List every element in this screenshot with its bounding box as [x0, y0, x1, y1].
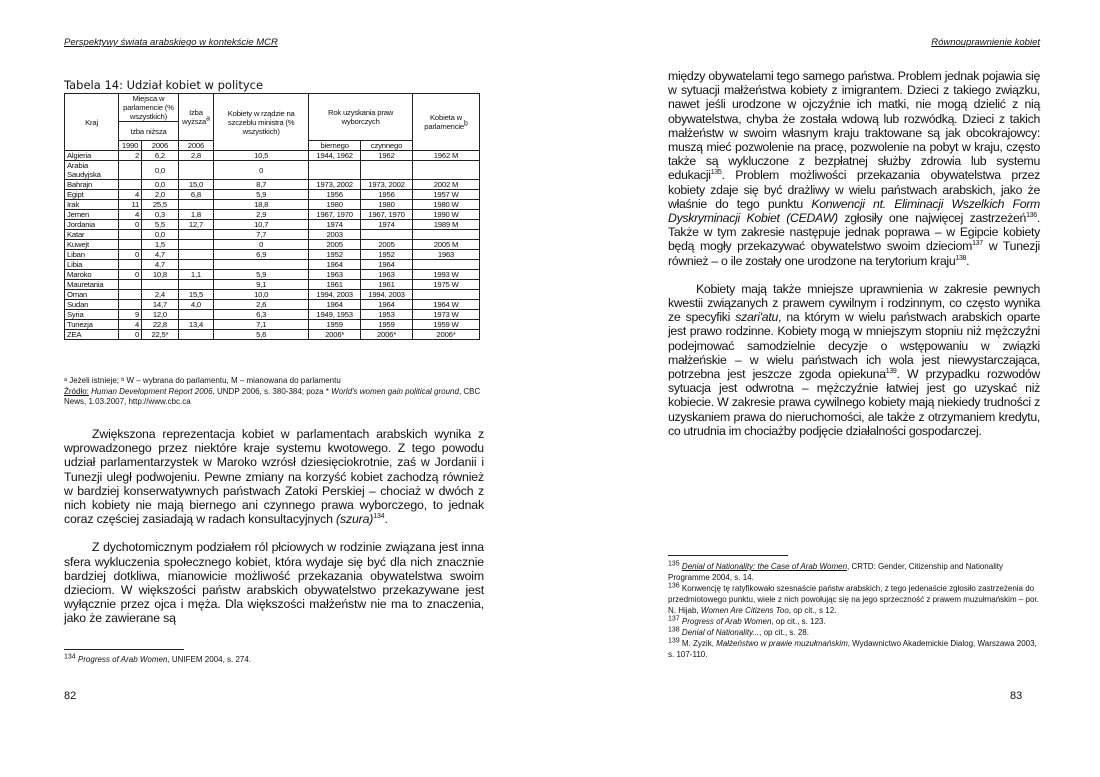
value-cell: 1964: [361, 300, 413, 310]
value-cell: 1967, 1970: [361, 210, 413, 220]
value-cell: 1963: [412, 250, 479, 260]
value-cell: [178, 280, 213, 290]
header-lower-house: Izba niższa: [119, 122, 179, 141]
value-cell: 0,3: [142, 210, 179, 220]
table-row: [65, 250, 480, 260]
header-ministers: Kobiety w rządzie na szczeblu ministra (% wszystkich): [214, 94, 309, 151]
country-cell: Algieria: [65, 151, 119, 161]
value-cell: [119, 180, 142, 190]
value-cell: 1980: [361, 200, 413, 210]
country-cell: Syria: [65, 310, 119, 320]
value-cell: 5,6: [214, 330, 309, 340]
header-2006-lower: 2006: [142, 141, 179, 151]
value-cell: 1980 W: [412, 200, 479, 210]
value-cell: 5,9: [214, 270, 309, 280]
footnote-138: $^{138}$ Denial of Nationality..., op cit., s. 28.: [668, 626, 809, 637]
value-cell: [412, 161, 479, 180]
value-cell: 4,7: [142, 250, 179, 260]
value-cell: 5,5: [142, 220, 179, 230]
value-cell: 4,0: [178, 300, 213, 310]
header-1990: 1990: [119, 141, 142, 151]
value-cell: [214, 260, 309, 270]
value-cell: 1973 W: [412, 310, 479, 320]
header-seats: Miejsca w parlamencie (% wszystkich): [119, 94, 179, 122]
header-women-parliament: Kobieta w parlamencie$^b$: [412, 94, 479, 151]
value-cell: 10,5: [214, 151, 309, 161]
table-row: [65, 180, 480, 190]
country-cell: Jordania: [65, 220, 119, 230]
table-header-row-1: [65, 94, 480, 122]
table-row: [65, 220, 480, 230]
table-row: [65, 230, 480, 240]
value-cell: 2003: [309, 230, 361, 240]
paragraph-quota: Zwiększona reprezentacja kobiet w parlamentach arabskich wynika z wprowadzonego przez niektóre kraje systemu kwotowego. Z tego powodu udział parlamentarzystek w Maroko wzrósł dziesięciokrotnie, zaś w Jordanii i Tunezji uległ podwojeniu. Pewne zmiany na korzyść kobiet zachodzą również w bardziej konserwatywnych państwach Zatoki Perskiej – chociaż w dwóch z nich kobiety nie mają biernego ani czynnego prawa wyborczego, to jednak coraz częściej zasiadają w radach konsultacyjnych (szura)$^{134}$.: [64, 427, 484, 527]
value-cell: [119, 240, 142, 250]
page-number-right: 83: [1010, 690, 1023, 702]
value-cell: 1962: [361, 151, 413, 161]
value-cell: 1980: [309, 200, 361, 210]
country-cell: Mauretania: [65, 280, 119, 290]
value-cell: 4,7: [142, 260, 179, 270]
footnote-rule-right: [668, 555, 788, 556]
value-cell: 0: [119, 250, 142, 260]
table-caption: Tabela 14: Udział kobiet w polityce: [64, 78, 264, 92]
value-cell: 6,9: [214, 250, 309, 260]
value-cell: 2002 M: [412, 180, 479, 190]
value-cell: 4: [119, 210, 142, 220]
table-row: [65, 320, 480, 330]
value-cell: [178, 330, 213, 340]
value-cell: 1964 W: [412, 300, 479, 310]
footnote-136: $^{136}$ Konwencję tę ratyfikowało szesnaście państw arabskich, z tego jedenaście zgłosiło zastrzeżenia do przedmiotowego punktu, wiele z nich powołując się na jego sprzeczność z prawem muzułmańskim – por. N. Hijab, Women Are Citizens Too, op cit., s 12.: [668, 582, 1039, 615]
value-cell: 8,7: [214, 180, 309, 190]
value-cell: [119, 161, 142, 180]
value-cell: 1961: [309, 280, 361, 290]
value-cell: 0,0: [142, 230, 179, 240]
value-cell: 2005 M: [412, 240, 479, 250]
value-cell: [178, 240, 213, 250]
right-page: [550, 0, 1100, 777]
value-cell: 1964: [309, 260, 361, 270]
country-cell: Irak: [65, 200, 119, 210]
value-cell: 25,5: [142, 200, 179, 210]
table-row: [65, 300, 480, 310]
value-cell: [119, 280, 142, 290]
table-row: [65, 310, 480, 320]
table-row: [65, 210, 480, 220]
value-cell: 12,7: [178, 220, 213, 230]
table-row: [65, 260, 480, 270]
country-cell: Tunezja: [65, 320, 119, 330]
value-cell: 6,2: [142, 151, 179, 161]
value-cell: 1957 W: [412, 190, 479, 200]
value-cell: 10,7: [214, 220, 309, 230]
value-cell: 1974: [361, 220, 413, 230]
value-cell: 2,6: [214, 300, 309, 310]
value-cell: [361, 230, 413, 240]
value-cell: 1974: [309, 220, 361, 230]
value-cell: 2006*: [309, 330, 361, 340]
value-cell: [412, 260, 479, 270]
value-cell: 1994, 2003: [309, 290, 361, 300]
value-cell: [119, 300, 142, 310]
value-cell: 2: [119, 151, 142, 161]
value-cell: [178, 200, 213, 210]
footnote-134: $^{134}$ Progress of Arab Women, UNIFEM 2004, s. 274.: [64, 653, 252, 664]
value-cell: 1964: [361, 260, 413, 270]
value-cell: 2,8: [178, 151, 213, 161]
footnote-135: $^{135}$ Denial of Nationality: the Case of Arab Women, CRTD: Gender, Citizenship and Nationality Programme 2004, s. 14.: [668, 560, 1003, 582]
value-cell: [119, 290, 142, 300]
value-cell: 1962 M: [412, 151, 479, 161]
table-source: Źródło: Human Development Report 2006, UNDP 2006, s. 380-384; poza * World's women gain political ground, CBC News, 1.03.2007, http://www.cbc.ca: [64, 386, 481, 406]
running-header-right: Równouprawnienie kobiet: [931, 37, 1040, 48]
value-cell: 1,5: [142, 240, 179, 250]
country-cell: Maroko: [65, 270, 119, 280]
country-cell: Egipt: [65, 190, 119, 200]
country-cell: Liban: [65, 250, 119, 260]
value-cell: 0,0: [142, 180, 179, 190]
value-cell: 7,7: [214, 230, 309, 240]
value-cell: 1994, 2003: [361, 290, 413, 300]
value-cell: 2006*: [412, 330, 479, 340]
table-row: [65, 330, 480, 340]
table-row: [65, 161, 480, 180]
country-cell: Sudan: [65, 300, 119, 310]
header-active: czynnego: [361, 141, 413, 151]
value-cell: 2006*: [361, 330, 413, 340]
paragraph-civil-law: Kobiety mają także mniejsze uprawnienia w zakresie pewnych kwestii związanych z prawem cywilnym i rodzinnym, co często wynika ze specyfiki szari'atu, na którym w wielu państwach arabskich oparte jest prawo rodzinne. Kobiety mogą w mniejszym stopniu niż mężczyźni podejmować samodzielnie decyzje o wstępowaniu w związki małżeńskie – w wielu państwach ich wola jest niewystarczająca, potrzebna jest jeszcze zgoda opiekuna$^{139}$. W przypadku rozwodów sytuacja jest odwrotna – mężczyźnie łatwiej jest go uzyskać niż kobiecie. W zakresie prawa cywilnego kobiety mają niekiedy trudności z uzyskaniem prawa do nieruchomości, ale także z otrzymaniem kredytu, co utrudnia im chociażby podjęcie działalności gospodarczej.: [668, 281, 1040, 438]
value-cell: 22,5*: [142, 330, 179, 340]
value-cell: 2,0: [142, 190, 179, 200]
value-cell: [309, 161, 361, 180]
value-cell: 5,9: [214, 190, 309, 200]
right-body-text: [668, 69, 1040, 438]
value-cell: 1989 M: [412, 220, 479, 230]
value-cell: 0: [214, 240, 309, 250]
value-cell: 1993 W: [412, 270, 479, 280]
table-row: [65, 290, 480, 300]
footnote-rule-left: [64, 649, 184, 650]
page-number-left: 82: [64, 690, 77, 702]
header-country: Kraj: [65, 94, 119, 151]
value-cell: 1973, 2002: [361, 180, 413, 190]
value-cell: [178, 161, 213, 180]
value-cell: [178, 260, 213, 270]
value-cell: 1,1: [178, 270, 213, 280]
value-cell: [142, 280, 179, 290]
value-cell: 12,0: [142, 310, 179, 320]
table-row: [65, 190, 480, 200]
value-cell: 1953: [361, 310, 413, 320]
footnote-139: $^{139}$ M. Zyzik, Małżeństwo w prawie muzułmańskim, Wydawnictwo Akademickie Dialog, Warszawa 2003, s. 107-110.: [668, 637, 1037, 659]
header-2006-upper: 2006: [178, 141, 213, 151]
table-row: [65, 270, 480, 280]
value-cell: 1959: [309, 320, 361, 330]
value-cell: 0,0: [142, 161, 179, 180]
value-cell: 6,8: [178, 190, 213, 200]
table-row: [65, 280, 480, 290]
country-cell: Arabia Saudyjska: [65, 161, 119, 180]
value-cell: 22,8: [142, 320, 179, 330]
value-cell: 1959 W: [412, 320, 479, 330]
value-cell: [412, 230, 479, 240]
value-cell: 1967, 1970: [309, 210, 361, 220]
value-cell: 1956: [309, 190, 361, 200]
country-cell: Libia: [65, 260, 119, 270]
women-politics-table: [64, 93, 480, 340]
value-cell: 1956: [361, 190, 413, 200]
table-row: [65, 151, 480, 161]
value-cell: 4: [119, 320, 142, 330]
value-cell: 1952: [309, 250, 361, 260]
value-cell: 2005: [309, 240, 361, 250]
value-cell: 2005: [361, 240, 413, 250]
footnotes-left: [64, 654, 484, 665]
value-cell: 1990 W: [412, 210, 479, 220]
value-cell: 0: [119, 270, 142, 280]
value-cell: 9: [119, 310, 142, 320]
footnote-137: $^{137}$ Progress of Arab Women, op cit., s. 123.: [668, 615, 826, 626]
value-cell: [178, 250, 213, 260]
header-upper-house: Izba wyższa$^a$: [178, 94, 213, 141]
value-cell: 9,1: [214, 280, 309, 290]
left-body-text: [64, 427, 484, 626]
value-cell: 18,8: [214, 200, 309, 210]
country-cell: Jemen: [65, 210, 119, 220]
paragraph-citizenship: Z dychotomicznym podziałem ról płciowych w rodzinie związana jest inna sfera wykluczenia społecznego kobiet, która wydaje się być dla nich znacznie bardziej dotkliwa, mianowicie możliwość przekazania obywatelstwa swoim dzieciom. W większości państw arabskich obywatelstwo przekazywane jest wyłącznie przez ojca i męża. Dla większości małżeństw nie ma to znaczenia, jako że zawierane są: [64, 540, 484, 626]
value-cell: 1963: [309, 270, 361, 280]
value-cell: [412, 290, 479, 300]
footnotes-right: [668, 561, 1040, 660]
value-cell: 1963: [361, 270, 413, 280]
country-cell: Kuwejt: [65, 240, 119, 250]
value-cell: 1959: [361, 320, 413, 330]
value-cell: 1952: [361, 250, 413, 260]
value-cell: 1944, 1962: [309, 151, 361, 161]
header-vote-year: Rok uzyskania praw wyborczych: [309, 94, 413, 141]
value-cell: 13,4: [178, 320, 213, 330]
value-cell: 4: [119, 190, 142, 200]
value-cell: 15,0: [178, 180, 213, 190]
value-cell: 6,3: [214, 310, 309, 320]
value-cell: 1961: [361, 280, 413, 290]
country-cell: Bahrajn: [65, 180, 119, 190]
running-header-left: Perspektywy świata arabskiego w kontekście MCR: [64, 37, 278, 48]
country-cell: Katar: [65, 230, 119, 240]
value-cell: 0: [119, 330, 142, 340]
table-row: [65, 240, 480, 250]
country-cell: Oman: [65, 290, 119, 300]
value-cell: 1949, 1953: [309, 310, 361, 320]
value-cell: 14,7: [142, 300, 179, 310]
value-cell: 1964: [309, 300, 361, 310]
paragraph-nationality: między obywatelami tego samego państwa. Problem jednak pojawia się w sytuacji małżeństwa kobiety z imigrantem. Dzieci z takiego związku, nawet jeśli urodzone w ojczyźnie ich matki, nie mogą dzielić z nią obywatelstwa, chyba że została wdową lub rozwódką. Dzieci z takich małżeństw w swoim własnym kraju traktowane są jak obcokrajowcy: muszą mieć pozwolenie na pracę, pozwolenie na pobyt w kraju, często także są wykluczone z bezpłatnej służby zdrowia lub systemu edukacji$^{135}$. Problem możliwości przekazania obywatelstwa przez kobiety zdaje się być drażliwy w wielu państwach arabskich, jako że właśnie do tego punktu Konwencji nt. Eliminacji Wszelkich Form Dyskryminacji Kobiet (CEDAW) zgłosiły one najwięcej zastrzeżeń$^{136}$. Także w tym zakresie następuje jednak poprawa – w Egipcie kobiety będą mogły przekazywać obywatelstwo swoim dzieciom$^{137}$ w Tunezji również – o ile zostały one urodzone na terytorium kraju$^{138}$.: [668, 69, 1040, 268]
value-cell: [119, 230, 142, 240]
value-cell: 10,0: [214, 290, 309, 300]
value-cell: [178, 230, 213, 240]
value-cell: 1975 W: [412, 280, 479, 290]
table-footnote: ᵃ Jeżeli istnieje; ᵇ W – wybrana do parlamentu, M – mianowana do parlamentu: [64, 376, 341, 385]
value-cell: 10,8: [142, 270, 179, 280]
value-cell: 15,5: [178, 290, 213, 300]
value-cell: 0: [214, 161, 309, 180]
value-cell: [119, 260, 142, 270]
value-cell: 2,4: [142, 290, 179, 300]
value-cell: [178, 310, 213, 320]
table-notes: [64, 376, 484, 408]
value-cell: 1973, 2002: [309, 180, 361, 190]
value-cell: 7,1: [214, 320, 309, 330]
value-cell: 11: [119, 200, 142, 210]
value-cell: 1,8: [178, 210, 213, 220]
table-row: [65, 200, 480, 210]
value-cell: 0: [119, 220, 142, 230]
header-passive: biernego: [309, 141, 361, 151]
country-cell: ZEA: [65, 330, 119, 340]
value-cell: [361, 161, 413, 180]
value-cell: 2,9: [214, 210, 309, 220]
